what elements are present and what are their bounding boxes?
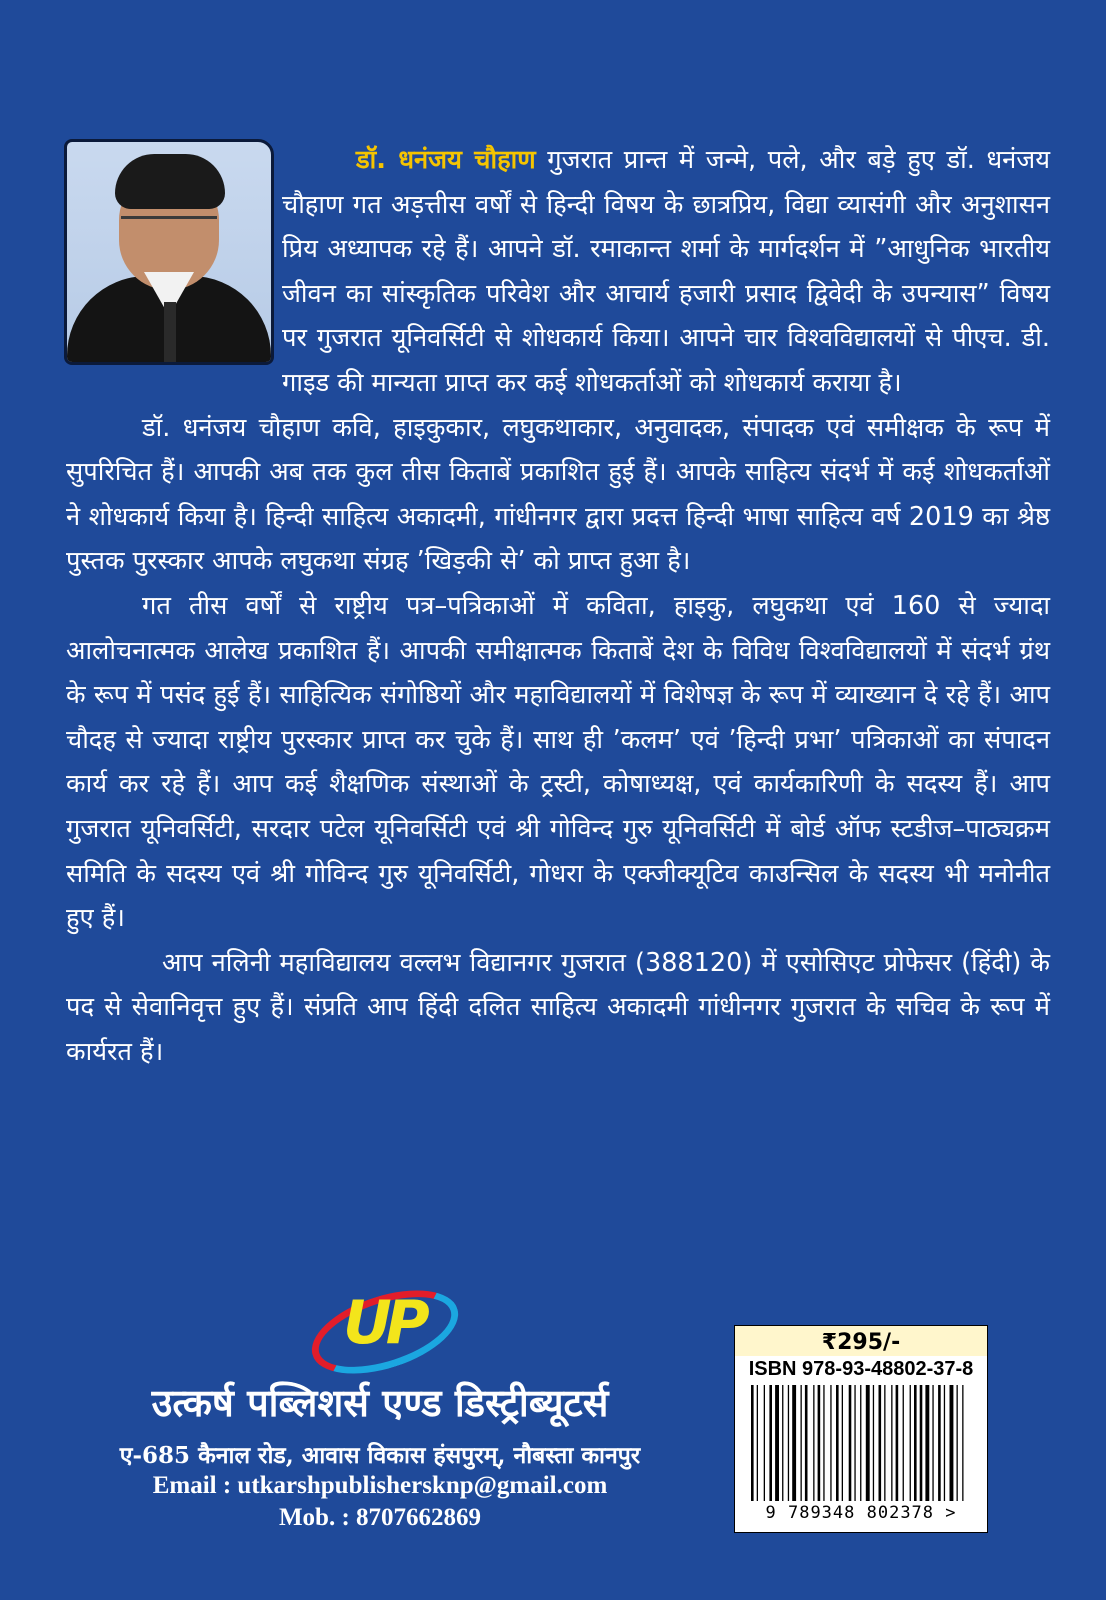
- barcode-bar: [925, 1385, 929, 1501]
- barcode-bar: [879, 1385, 882, 1501]
- barcode-bar: [950, 1385, 954, 1501]
- barcode-bar: [896, 1385, 899, 1501]
- barcode-digits: 9 789348 802378 >: [765, 1503, 957, 1523]
- author-bio: [66, 138, 1050, 1074]
- barcode-bar: [782, 1385, 783, 1501]
- logo-mark: UP: [343, 1288, 424, 1358]
- bio-paragraph-1-text: गुजरात प्रान्त में जन्मे, पले, और बड़े हुए डॉ. धनंजय चौहाण गत अड़त्तीस वर्षों से हिन्दी विषय के छात्रप्रिय, विद्या व्यासंगी और अनुशासन प्रिय अध्यापक रहे हैं। आपने डॉ. रमाकान्त शर्मा के मार्गदर्शन में ”आधुनिक भारतीय जीवन का सांस्कृतिक परिवेश और आचार्य हजारी प्रसाद द्विवेदी के उपन्यास” विषय पर गुजरात यूनिवर्सिटी से शोधकार्य किया। आपने चार विश्वविद्यालयों से पीएच. डी. गाइड की मान्यता प्राप्त कर कई शोधकर्ताओं को शोधकार्य कराया है।: [282, 145, 1050, 398]
- barcode-bar: [842, 1385, 843, 1501]
- barcode-bar: [884, 1385, 885, 1501]
- barcode-bar: [813, 1385, 814, 1501]
- isbn-label: ISBN 978-93-48802-37-8: [748, 1358, 974, 1380]
- barcode-bar: [910, 1385, 911, 1501]
- barcode-bar: [830, 1385, 831, 1501]
- price-label: ₹295/-: [735, 1326, 987, 1356]
- barcode-bar: [792, 1385, 796, 1501]
- author-name: डॉ. धनंजय चौहाण: [356, 145, 536, 175]
- barcode-bar: [938, 1385, 941, 1501]
- barcode-bar: [775, 1385, 779, 1501]
- barcode-bar: [836, 1385, 839, 1501]
- barcode-bar: [764, 1385, 765, 1501]
- publisher-block: [90, 1280, 670, 1534]
- barcode-bar: [805, 1385, 808, 1501]
- publisher-mobile: Mob. : 8707662869: [278, 1504, 482, 1531]
- barcode-bar: [903, 1385, 904, 1501]
- barcode-bar: [854, 1385, 855, 1501]
- barcode-bar: [891, 1385, 892, 1501]
- barcode-bar: [944, 1385, 945, 1501]
- barcode-bar: [769, 1385, 772, 1501]
- barcode-bar: [914, 1385, 917, 1501]
- publisher-name: उत्कर्ष पब्लिशर्स एण्ड डिस्ट्रीब्यूटर्स: [151, 1381, 609, 1425]
- publisher-email: Email : utkarshpublishersknp@gmail.com: [152, 1472, 608, 1499]
- price-isbn-box: [734, 1325, 988, 1533]
- barcode-bar: [818, 1385, 821, 1501]
- barcode-bar: [860, 1385, 861, 1501]
- barcode-bar: [751, 1385, 754, 1501]
- barcode-bar: [788, 1385, 789, 1501]
- bio-paragraph-2: डॉ. धनंजय चौहाण कवि, हाइकुकार, लघुकथाकार, अनुवादक, संपादक एवं समीक्षक के रूप में सुपरिचित हैं। आपकी अब तक कुल तीस किताबें प्रकाशित हुई हैं। आपके साहित्य संदर्भ में कई शोधकर्ताओं ने शोधकार्य किया है। हिन्दी साहित्य अकादमी, गांधीनगर द्वारा प्रदत्त हिन्दी भाषा साहित्य वर्ष 2019 का श्रेष्ठ पुस्तक पुरस्कार आपके लघुकथा संग्रह ’खिड़की से’ को प्राप्त हुआ है।: [66, 412, 1050, 577]
- barcode-bar: [823, 1385, 824, 1501]
- bio-paragraph-4: आप नलिनी महाविद्यालय वल्लभ विद्यानगर गुजरात (388120) में एसोसिएट प्रोफेसर (हिंदी) के पद से सेवानिवृत्त हुए हैं। संप्रति आप हिंदी दलित साहित्य अकादमी गांधीनगर गुजरात के सचिव के रूप में कार्यरत हैं।: [66, 947, 1050, 1067]
- publisher-logo: [305, 1280, 455, 1370]
- barcode-bar: [849, 1385, 852, 1501]
- barcode-bar: [932, 1385, 933, 1501]
- barcode-bar: [920, 1385, 923, 1501]
- barcode-bar: [962, 1385, 963, 1501]
- barcode-bar: [757, 1385, 758, 1501]
- isbn-barcode: [745, 1385, 977, 1505]
- barcode-bar: [801, 1385, 802, 1501]
- barcode-bar: [866, 1385, 870, 1501]
- bio-paragraph-1: [66, 138, 1050, 406]
- barcode-bar: [957, 1385, 958, 1501]
- publisher-address: ए-685 कैनाल रोड, आवास विकास हंसपुरम्, नौबस्ता कानपुर: [119, 1442, 641, 1469]
- bio-paragraph-3: गत तीस वर्षों से राष्ट्रीय पत्र–पत्रिकाओं में कविता, हाइकु, लघुकथा एवं 160 से ज्यादा आलोचनात्मक आलेख प्रकाशित हैं। आपकी समीक्षात्मक किताबें देश के विविध विश्वविद्यालयों में संदर्भ ग्रंथ के रूप में पसंद हुई हैं। साहित्यिक संगोष्ठियों और महाविद्यालयों में विशेषज्ञ के रूप में व्याख्यान दे रहे हैं। आप चौदह से ज्यादा राष्ट्रीय पुरस्कार प्राप्त कर चुके हैं। साथ ही ’कलम’ एवं ’हिन्दी प्रभा’ पत्रिकाओं का संपादन कार्य कर रहे हैं। आप कई शैक्षणिक संस्थाओं के ट्रस्टी, कोषाध्यक्ष, एवं कार्यकारिणी के सदस्य हैं। आप गुजरात यूनिवर्सिटी, सरदार पटेल यूनिवर्सिटी एवं श्री गोविन्द गुरु यूनिवर्सिटी में बोर्ड ऑफ स्टडीज–पाठ्यक्रम समिति के सदस्य एवं श्री गोविन्द गुरु यूनिवर्सिटी, गोधरा के एक्जीक्यूटिव काउन्सिल के सदस्य भी मनोनीत हुए हैं।: [66, 590, 1050, 934]
- barcode-bar: [873, 1385, 874, 1501]
- photo-spacer: [66, 138, 282, 362]
